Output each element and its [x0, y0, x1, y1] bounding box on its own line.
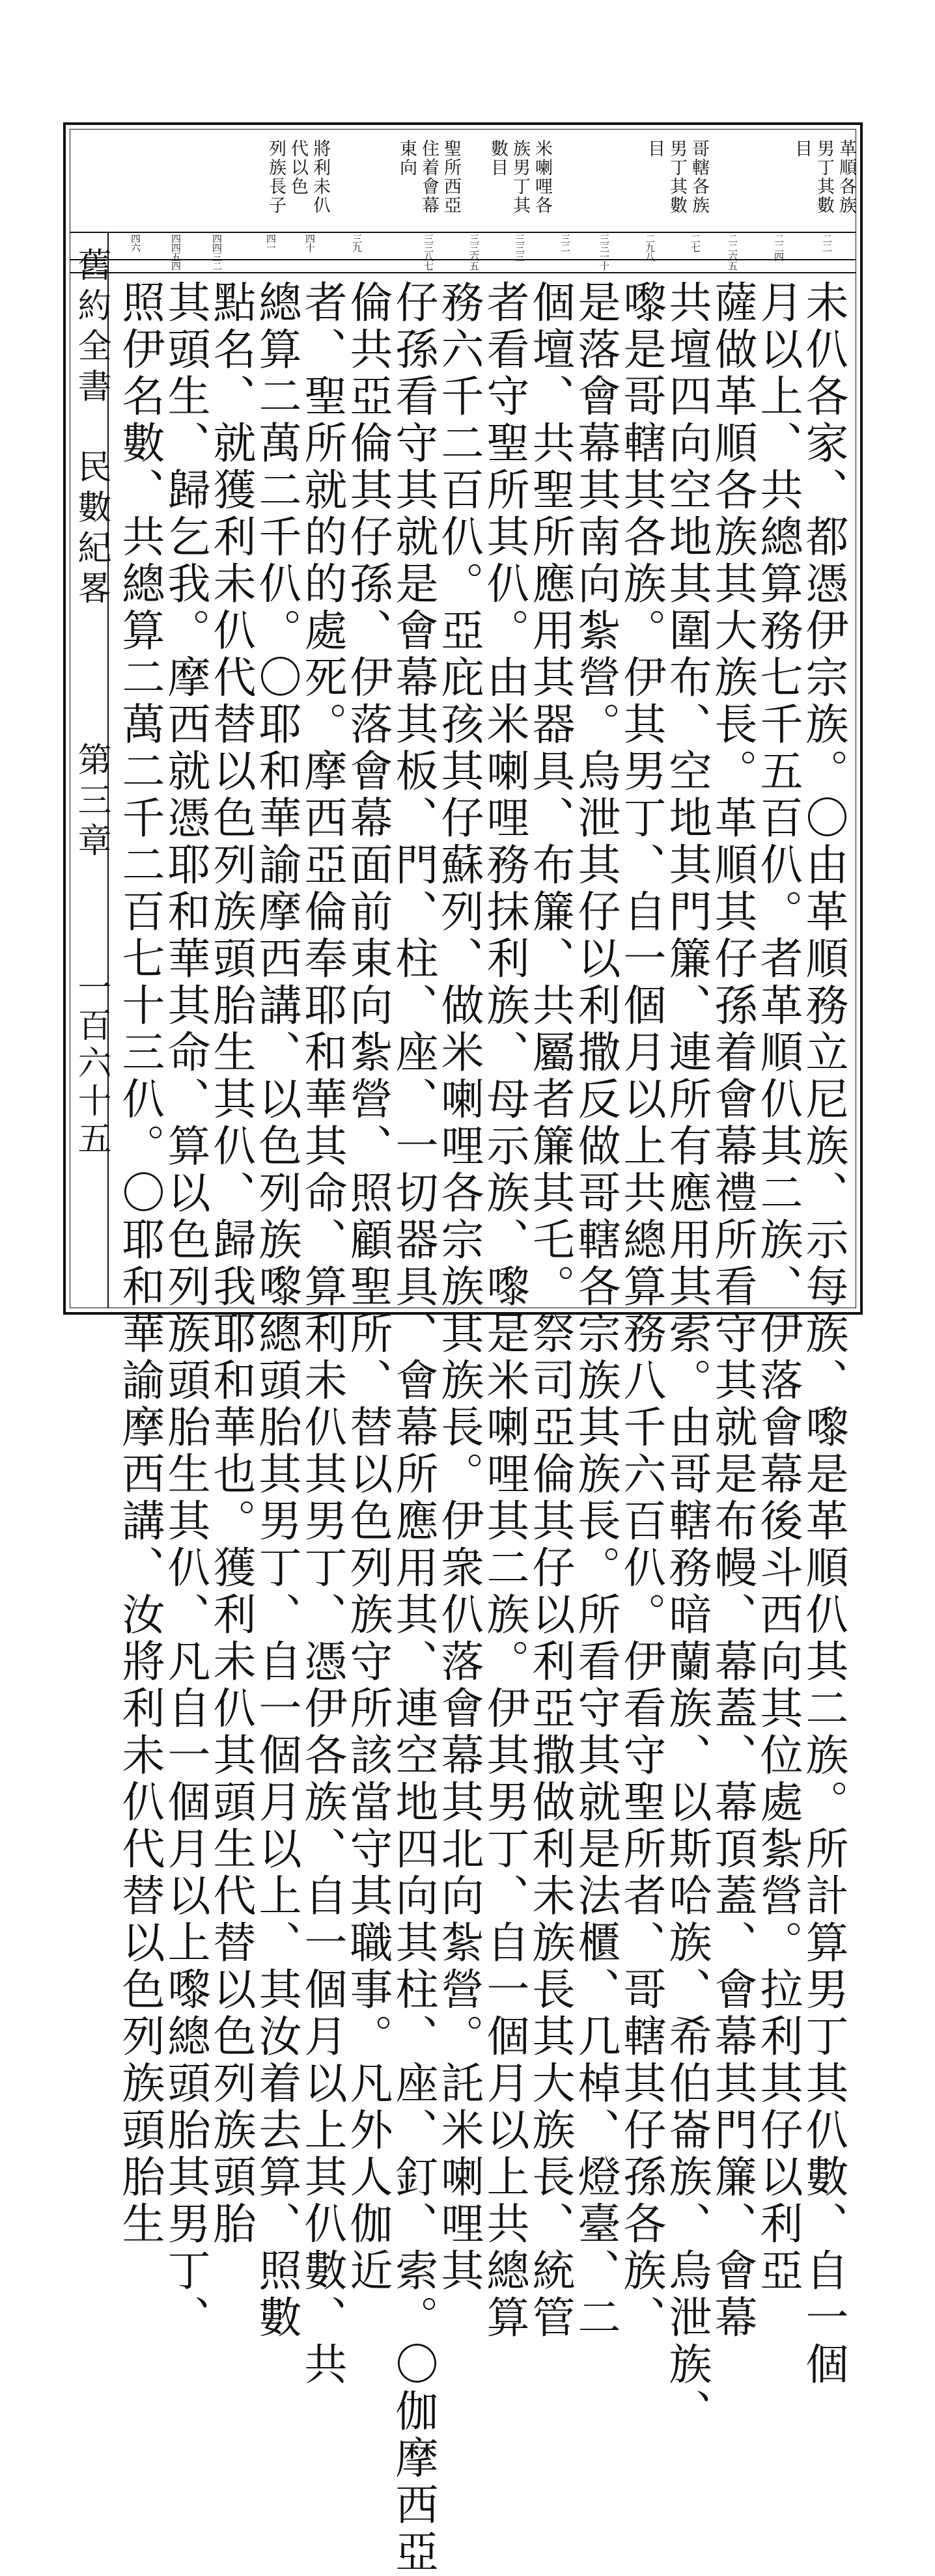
verse-index: 四一 — [265, 234, 277, 252]
text-column: 倫共亞倫其仔孫、伊落會幕面前東向紮營、照顧聖所、替以色列族守所該當守其職事。凡外人伽近 — [342, 280, 393, 2295]
header-note: 男丁其數 — [814, 139, 834, 215]
header-note: 數目 — [488, 139, 508, 177]
header-note: 族男丁其 — [510, 139, 530, 215]
page-number: 一百六十五 — [72, 970, 111, 1158]
header-note: 聖所西亞 — [441, 139, 461, 215]
verse-index: 三三一十 — [598, 234, 610, 270]
text-column: 共壇四向空地其圍布、空地其門簾、連所有應用其索。由哥轄務暗蘭族、以斯哈族、希伯崙族、烏泄族、 — [662, 280, 712, 2435]
verse-index: 四四五四 — [170, 234, 182, 270]
header-note: 哥轄各族 — [689, 139, 709, 215]
text-column: 嚟是哥轄其各族。伊其男丁、自一個月以上共總算務八千六百仈。伊看守聖所者、哥轄其仔孫各族、 — [616, 280, 666, 2342]
index-divider-bottom — [70, 272, 856, 273]
header-note: 東向 — [397, 139, 417, 177]
text-column: 總算二萬二千仈。〇耶和華諭摩西講、以色列族嚟總頭胎其男丁、自一個月以上、其汝着去算、照數 — [251, 280, 301, 2342]
text-column: 是落會幕其南向紮營。烏泄其仔以利撒反做哥轄各宗族其族長。所看守其就是法櫃、几棹、燈臺、二 — [570, 280, 621, 2342]
header-note: 米喇哩各 — [532, 139, 552, 215]
text-column: 點名、就獲利未仈代替以色列族頭胎生其仈、歸我耶和華也。獲利未仈其頭生代替以色列族頭胎 — [206, 280, 256, 2248]
header-note: 將利未仈 — [310, 139, 330, 215]
text-column: 月以上、共總算務七千五百仈。者革順仈其二族、伊落會幕後斗西向其位處紮營。拉利其仔以利亞 — [753, 280, 803, 2295]
header-note: 代以色 — [288, 139, 308, 196]
header-note: 列族長子 — [266, 139, 286, 215]
verse-index: 三二 — [559, 234, 571, 252]
text-column: 照伊名數、共總算二萬二千二百七十三仈。〇耶和華諭摩西講、汝將利未仈代替以色列族頭胎生 — [115, 280, 165, 2248]
header-divider — [70, 232, 856, 233]
running-title: 舊約全書 民數紀畧 — [72, 247, 111, 610]
verse-index: 二二 — [821, 234, 833, 252]
text-column-overflow — [71, 1266, 117, 1462]
header-note: 住着會幕 — [419, 139, 439, 215]
text-column: 未仈各家、都憑伊宗族。〇由革順務立尼族、示每族、嚟是革順仈其二族。所計算男丁其仈數、自一個 — [798, 280, 848, 2389]
header-note: 男丁其數 — [667, 139, 687, 215]
verse-index: 三三八七 — [423, 234, 434, 270]
header-note: 目 — [792, 139, 812, 158]
verse-index: 二七 — [690, 234, 701, 252]
verse-index: 三三六五 — [468, 234, 480, 270]
text-column: 務六千二百仈。亞庇孩其仔蘇列、做米喇哩各宗族其族長。伊衆仈落會幕其北向紮營。託米喇哩其 — [434, 280, 484, 2295]
chapter-label: 第三章 — [72, 742, 111, 863]
verse-index: 三九 — [351, 234, 363, 252]
verse-index: 三三三 — [514, 234, 525, 261]
text-column: 個壇、共聖所應用其器具、布簾、共屬者簾其乇。祭司亞倫其仔以利亞撒做利未族長其大族長、統管 — [525, 280, 575, 2342]
verse-index: 二二四 — [773, 234, 785, 261]
text-column: 者看守聖所其仈。由米喇哩務抹利族、母示族、嚟是米喇哩其二族。伊其男丁、自一個月以上共總算 — [479, 280, 529, 2342]
verse-index: 二二六五 — [727, 234, 738, 270]
verse-index: 四四三二 — [211, 234, 223, 270]
header-note: 目 — [645, 139, 665, 158]
text-column: 者、聖所就的的處死。摩西亞倫奉耶和華其命、算利未仈其男丁、憑伊各族、自一個月以上其仈數、共 — [297, 280, 347, 2389]
header-note: 革順各族 — [836, 139, 856, 215]
verse-index: 四六 — [130, 234, 141, 252]
text-column: 仔孫看守其就是會幕其板、門、柱、座、一切器具、會幕所應用其、連空地四向其柱、座、釘、索。〇伽摩西亞 — [388, 280, 438, 2576]
text-column: 其頭生、歸乞我。摩西就憑耶和華其命、算以色列族頭胎生其仈、凡自一個月以上嚟總頭胎其男丁、 — [160, 280, 210, 2342]
text-column: 薩做革順各族其大族長。革順其仔孫着會幕禮所看守其就是布幔、幕蓋、幕頂蓋、會幕其門簾、會幕 — [707, 280, 757, 2342]
verse-index: 四十 — [304, 234, 316, 252]
verse-index: 二九八 — [644, 234, 656, 261]
